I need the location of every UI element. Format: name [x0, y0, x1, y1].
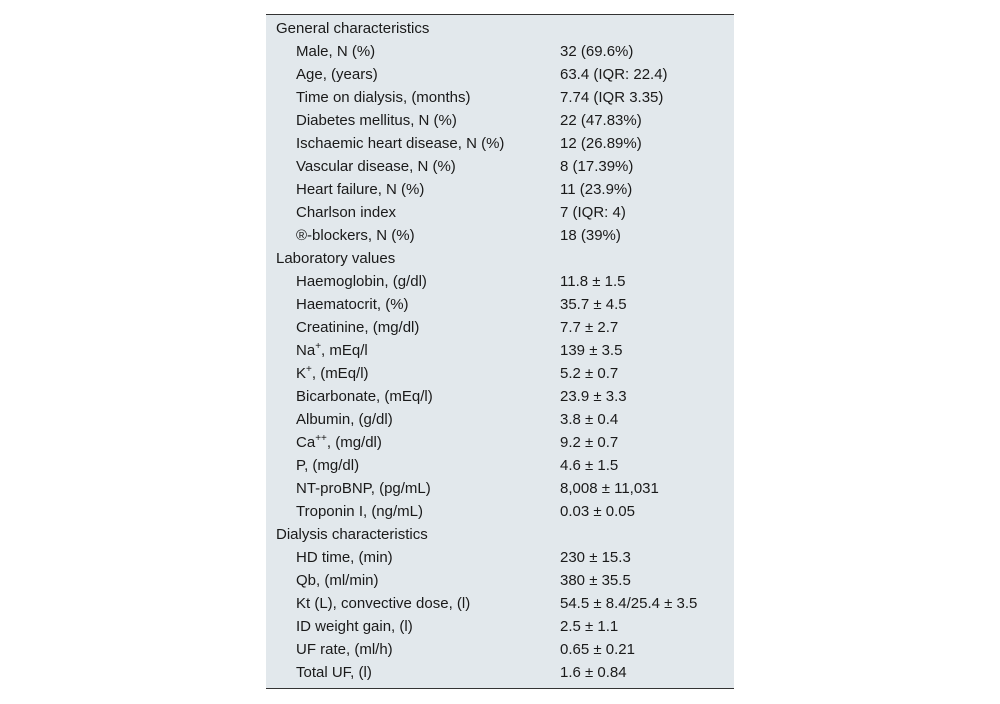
row-label: Charlson index	[296, 204, 397, 221]
superscript: +	[315, 341, 322, 352]
row-value: 11 (23.9%)	[560, 181, 633, 198]
characteristics-table	[266, 14, 734, 689]
row-label: Total UF, (l)	[296, 664, 372, 681]
row-value: 22 (47.83%)	[560, 112, 642, 129]
label-text: , (mg/dl)	[326, 434, 382, 451]
superscript: ++	[315, 433, 327, 444]
label-text: Na	[296, 342, 316, 359]
label-text: , (mEq/l)	[311, 365, 369, 382]
row-label	[266, 362, 550, 385]
row-value: 2.5 ± 1.1	[560, 618, 619, 635]
row-value: 7.74 (IQR 3.35)	[560, 89, 664, 106]
table-row	[266, 155, 734, 178]
table-row	[266, 339, 734, 362]
section-title: Dialysis characteristics	[276, 526, 428, 543]
section-header-row	[266, 247, 734, 270]
section-title: Laboratory values	[276, 250, 396, 267]
row-label: HD time, (min)	[296, 549, 393, 566]
section-header-row	[266, 523, 734, 546]
row-label: Troponin I, (ng/mL)	[296, 503, 423, 520]
row-value: 11.8 ± 1.5	[560, 273, 626, 290]
row-value: 230 ± 15.3	[560, 549, 631, 566]
label-text: Ca	[296, 434, 316, 451]
table-row	[266, 270, 734, 293]
section-title: General characteristics	[276, 20, 430, 37]
row-value: 0.65 ± 0.21	[560, 641, 635, 658]
table-row	[266, 316, 734, 339]
table-row	[266, 224, 734, 247]
table-row	[266, 408, 734, 431]
table-row	[266, 132, 734, 155]
row-value: 8,008 ± 11,031	[560, 480, 659, 497]
table-row	[266, 109, 734, 132]
row-label: ®-blockers, N (%)	[296, 227, 415, 244]
row-value: 4.6 ± 1.5	[560, 457, 619, 474]
row-label: NT-proBNP, (pg/mL)	[296, 480, 431, 497]
row-value: 18 (39%)	[560, 227, 621, 244]
row-label: Kt (L), convective dose, (l)	[296, 595, 471, 612]
table-row	[266, 592, 734, 615]
table-row	[266, 638, 734, 661]
table-row	[266, 385, 734, 408]
row-value: 139 ± 3.5	[560, 342, 623, 359]
row-value: 7 (IQR: 4)	[560, 204, 626, 221]
row-label: Bicarbonate, (mEq/l)	[296, 388, 433, 405]
table-row	[266, 454, 734, 477]
row-label: ID weight gain, (l)	[296, 618, 413, 635]
table-row	[266, 40, 734, 63]
row-value: 35.7 ± 4.5	[560, 296, 627, 313]
table-row	[266, 500, 734, 523]
row-value: 380 ± 35.5	[560, 572, 631, 589]
row-label: Age, (years)	[296, 66, 378, 83]
row-value: 5.2 ± 0.7	[560, 365, 619, 382]
row-label: Time on dialysis, (months)	[296, 89, 471, 106]
row-label: Heart failure, N (%)	[296, 181, 425, 198]
row-label: Haemoglobin, (g/dl)	[296, 273, 427, 290]
row-label: P, (mg/dl)	[296, 457, 360, 474]
row-value: 32 (69.6%)	[560, 43, 634, 60]
table-row	[266, 178, 734, 201]
row-value: 54.5 ± 8.4/25.4 ± 3.5	[560, 595, 698, 612]
table-row	[266, 201, 734, 224]
row-label: Qb, (ml/min)	[296, 572, 379, 589]
row-label: Diabetes mellitus, N (%)	[296, 112, 457, 129]
table-row	[266, 86, 734, 109]
row-value: 0.03 ± 0.05	[560, 503, 635, 520]
table-row	[266, 546, 734, 569]
row-value: 9.2 ± 0.7	[560, 434, 619, 451]
table-row	[266, 661, 734, 684]
row-label	[266, 431, 550, 454]
row-value: 8 (17.39%)	[560, 158, 634, 175]
table-row	[266, 362, 734, 385]
row-label: Haematocrit, (%)	[296, 296, 409, 313]
table-row	[266, 569, 734, 592]
superscript: +	[306, 364, 312, 375]
row-label: Male, N (%)	[296, 43, 376, 60]
label-text: , mEq/l	[321, 342, 368, 359]
table-row	[266, 293, 734, 316]
row-label: Ischaemic heart disease, N (%)	[296, 135, 505, 152]
label-text: K	[296, 365, 307, 382]
row-value: 7.7 ± 2.7	[560, 319, 619, 336]
row-label: Albumin, (g/dl)	[296, 411, 393, 428]
row-value: 3.8 ± 0.4	[560, 411, 619, 428]
table-row	[266, 63, 734, 86]
table-row	[266, 477, 734, 500]
row-label	[266, 339, 550, 362]
row-label: Creatinine, (mg/dl)	[296, 319, 420, 336]
table-row	[266, 615, 734, 638]
table-row	[266, 431, 734, 454]
section-header-row	[266, 17, 734, 40]
row-value: 63.4 (IQR: 22.4)	[560, 66, 668, 83]
row-label: UF rate, (ml/h)	[296, 641, 393, 658]
row-label: Vascular disease, N (%)	[296, 158, 456, 175]
row-value: 23.9 ± 3.3	[560, 388, 627, 405]
row-value: 1.6 ± 0.84	[560, 664, 627, 681]
data-table	[266, 17, 734, 684]
row-value: 12 (26.89%)	[560, 135, 642, 152]
